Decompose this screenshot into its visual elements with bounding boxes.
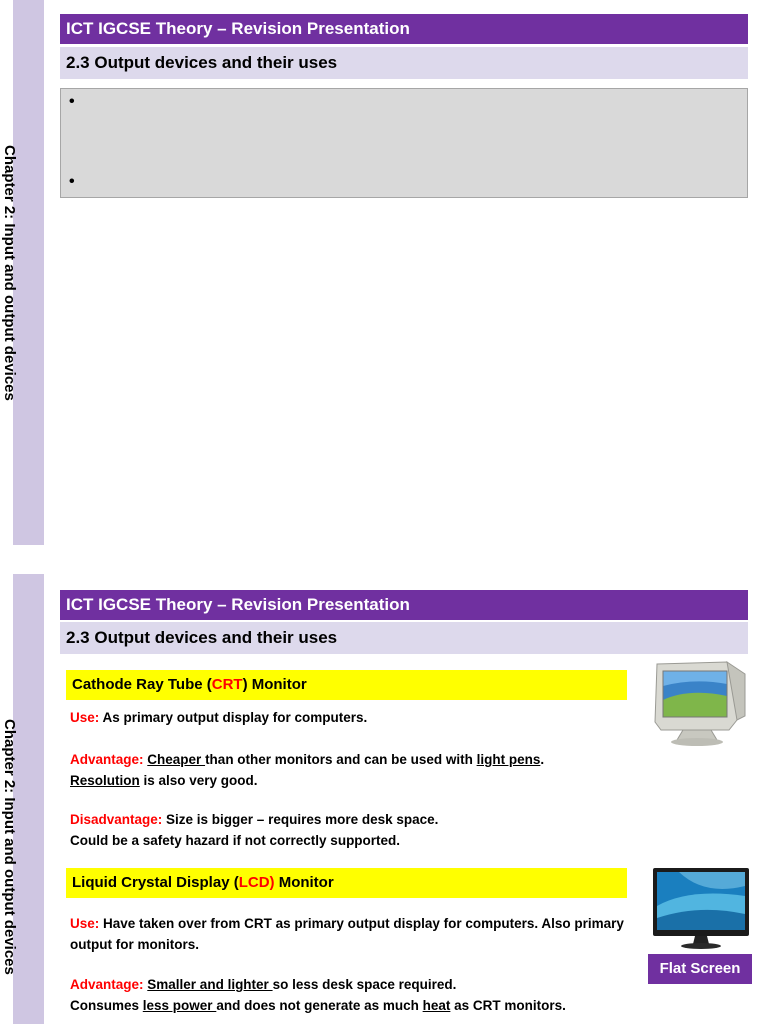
flat-screen-icon bbox=[649, 866, 753, 950]
presentation-title-bar: ICT IGCSE Theory – Revision Presentation bbox=[60, 590, 748, 620]
lcd-adv-consumes: Consumes bbox=[70, 998, 143, 1013]
crt-adv-period: . bbox=[540, 752, 545, 767]
bullet-point: • bbox=[69, 173, 75, 190]
lcd-adv-heat: heat bbox=[422, 998, 451, 1013]
crt-adv-resolution: Resolution bbox=[70, 773, 140, 788]
slide-2 bbox=[0, 574, 768, 1024]
lcd-adv-text: so less desk space required. bbox=[272, 977, 457, 992]
section-subtitle-bar: 2.3 Output devices and their uses bbox=[60, 47, 748, 79]
lcd-adv-label: Advantage: bbox=[70, 977, 144, 992]
lcd-advantage bbox=[70, 974, 630, 1016]
crt-adv-label: Advantage: bbox=[70, 752, 144, 767]
lcd-adv-text-3: as CRT monitors. bbox=[450, 998, 566, 1013]
lcd-adv-smaller: Smaller and lighter bbox=[147, 977, 273, 992]
crt-dis-text-2: Could be a safety hazard if not correctly supported. bbox=[70, 833, 401, 848]
chapter-side-label: Chapter 2: Input and output devices bbox=[1, 145, 18, 401]
lcd-adv-text-2: and does not generate as much bbox=[216, 998, 423, 1013]
lcd-use-label: Use: bbox=[70, 916, 100, 931]
presentation-title-bar: ICT IGCSE Theory – Revision Presentation bbox=[60, 14, 748, 44]
lcd-adv-less-power: less power bbox=[142, 998, 217, 1013]
lcd-heading-pre: Liquid Crystal Display ( bbox=[72, 874, 239, 891]
slide-gap bbox=[0, 545, 768, 574]
crt-heading-post: ) Monitor bbox=[242, 676, 307, 693]
crt-adv-resolution-text: is also very good. bbox=[139, 773, 258, 788]
crt-advantage bbox=[70, 749, 630, 791]
lcd-use bbox=[70, 913, 630, 955]
lcd-acronym: LCD) bbox=[238, 874, 275, 891]
crt-dis-label: Disadvantage: bbox=[70, 812, 163, 827]
crt-adv-cheaper: Cheaper bbox=[147, 752, 206, 767]
bullet-point: • bbox=[69, 93, 75, 110]
crt-monitor-image bbox=[649, 658, 750, 750]
flat-screen-caption: Flat Screen bbox=[648, 954, 752, 984]
crt-adv-text: than other monitors and can be used with bbox=[205, 752, 477, 767]
crt-dis-text-1: Size is bigger – requires more desk space. bbox=[162, 812, 439, 827]
crt-use bbox=[70, 707, 630, 728]
lcd-monitor-image bbox=[649, 866, 753, 950]
lcd-heading-post: Monitor bbox=[274, 874, 334, 891]
bullet-content-box bbox=[60, 88, 748, 198]
chapter-side-label: Chapter 2: Input and output devices bbox=[1, 719, 18, 975]
lcd-use-text: Have taken over from CRT as primary output display for computers. Also primary output for monitors. bbox=[70, 916, 624, 952]
crt-disadvantage bbox=[70, 809, 630, 851]
crt-heading bbox=[66, 670, 627, 700]
crt-acronym: CRT bbox=[211, 676, 243, 693]
crt-monitor-icon bbox=[649, 658, 750, 750]
crt-use-text: As primary output display for computers. bbox=[99, 710, 368, 725]
lcd-heading bbox=[66, 868, 627, 898]
crt-heading-pre: Cathode Ray Tube ( bbox=[72, 676, 212, 693]
section-subtitle-bar: 2.3 Output devices and their uses bbox=[60, 622, 748, 654]
crt-adv-light-pens: light pens bbox=[476, 752, 541, 767]
crt-use-label: Use: bbox=[70, 710, 100, 725]
